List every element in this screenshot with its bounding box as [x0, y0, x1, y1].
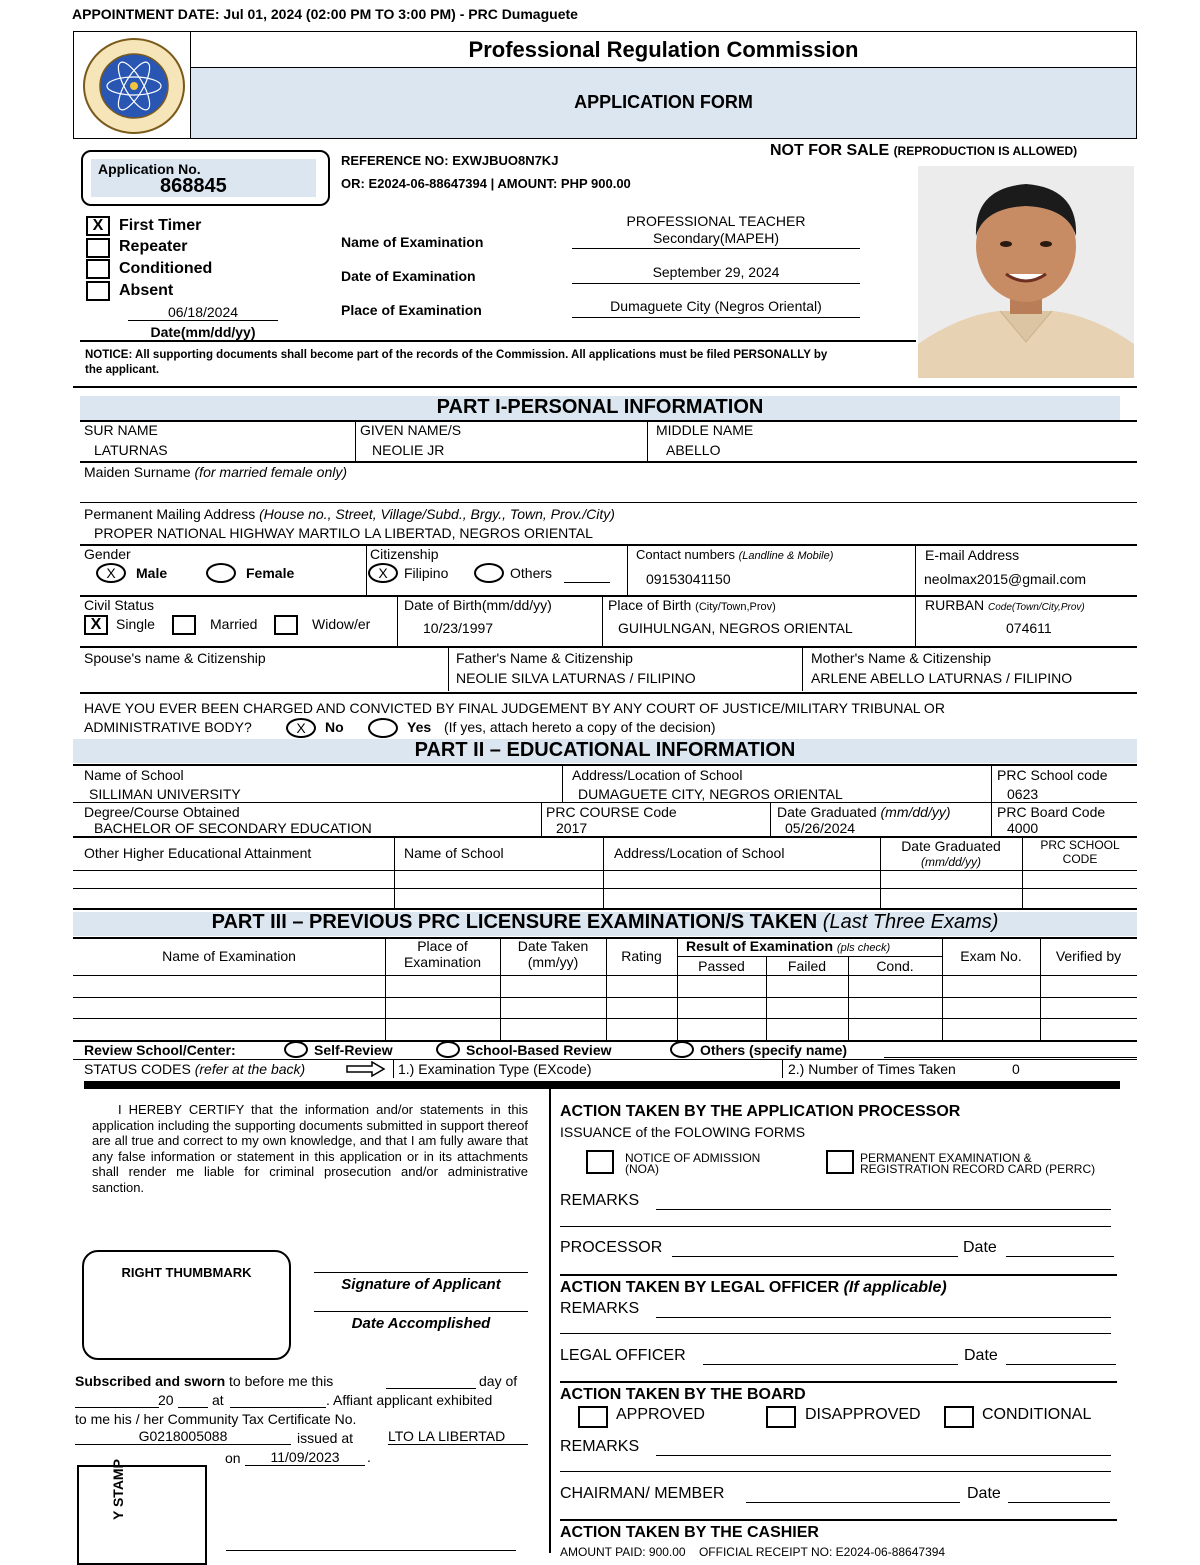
- form-title: APPLICATION FORM: [574, 92, 753, 112]
- contact-number: 09153041150: [646, 571, 731, 587]
- date-accomplished-label: Date Accomplished: [351, 1315, 491, 1332]
- single-checkbox[interactable]: X: [84, 615, 108, 635]
- sworn-line-1: Subscribed and sworn to before me this: [75, 1373, 334, 1389]
- exam-name: PROFESSIONAL TEACHER: [626, 213, 806, 229]
- processor-date-label: Date: [963, 1239, 997, 1256]
- org-name: Professional Regulation Commission: [468, 37, 859, 62]
- applicant-photo-icon: [918, 166, 1134, 378]
- charged-no-label: No: [325, 719, 344, 735]
- conditioned-checkbox[interactable]: [86, 259, 110, 279]
- signature-label: Signature of Applicant: [341, 1276, 501, 1293]
- part2-title: PART II – EDUCATIONAL INFORMATION: [414, 739, 796, 761]
- charged-question-2: ADMINISTRATIVE BODY?: [84, 719, 252, 735]
- board-date-label: Date: [967, 1485, 1001, 1502]
- noa-checkbox[interactable]: [586, 1150, 614, 1174]
- on-label: on: [225, 1450, 241, 1466]
- conditioned-label: Conditioned: [119, 260, 213, 277]
- board-code: 4000: [1007, 820, 1039, 836]
- citizenship-label: Citizenship: [370, 546, 439, 562]
- charged-yes-note: (If yes, attach hereto a copy of the decision): [444, 719, 716, 735]
- prc-seal-icon: [82, 37, 186, 135]
- contact-label: Contact numbers (Landline & Mobile): [636, 547, 834, 562]
- conditional-label: CONDITIONAL: [982, 1406, 1092, 1423]
- graduated-date: 05/26/2024: [785, 820, 856, 836]
- notice: NOTICE: All supporting documents shall become part of the records of the Commission. All applications must be filed PERSONALLY by the applicant.: [85, 349, 828, 376]
- processor-label: PROCESSOR: [560, 1239, 663, 1256]
- prev-exam-name-header: Name of Examination: [162, 948, 296, 964]
- reference-no: REFERENCE NO: EXWJBUO8N7KJ: [341, 153, 559, 168]
- others-review-radio[interactable]: [670, 1041, 694, 1058]
- first-timer-checkbox[interactable]: X: [86, 216, 110, 236]
- chairman-label: CHAIRMAN/ MEMBER: [560, 1485, 725, 1502]
- widow-checkbox[interactable]: [274, 615, 298, 635]
- other-school-code-header: PRC SCHOOL CODE: [1040, 838, 1120, 866]
- not-for-sale: NOT FOR SALE (REPRODUCTION IS ALLOWED): [770, 142, 1078, 159]
- processor-sub: ISSUANCE of the FOLOWING FORMS: [560, 1124, 806, 1140]
- application-no: 868845: [160, 175, 227, 197]
- prev-exam-verified-header: Verified by: [1055, 948, 1122, 964]
- arrow-right-icon: [346, 1061, 386, 1077]
- single-label: Single: [116, 616, 155, 632]
- part3-title: PART III – PREVIOUS PRC LICENSURE EXAMINATION/S TAKEN (Last Three Exams): [211, 911, 999, 933]
- board-remarks-label: REMARKS: [560, 1438, 640, 1455]
- others-radio[interactable]: [474, 563, 504, 583]
- graduated-label: Date Graduated (mm/dd/yy): [777, 804, 951, 820]
- exam-date: September 29, 2024: [572, 264, 860, 284]
- disapproved-label: DISAPPROVED: [805, 1406, 921, 1423]
- other-address-header: Address/Location of School: [614, 845, 785, 861]
- times-taken-label: 2.) Number of Times Taken: [788, 1061, 956, 1077]
- course-code: 2017: [556, 820, 588, 836]
- review-label: Review School/Center:: [84, 1042, 236, 1058]
- mother: ARLENE ABELLO LATURNAS / FILIPINO: [811, 670, 1073, 686]
- prev-exam-result-header: Result of Examination (pls check): [686, 938, 891, 954]
- ctc-number: G0218005088: [75, 1428, 291, 1445]
- school-code-label: PRC School code: [997, 767, 1108, 783]
- absent-label: Absent: [119, 282, 174, 299]
- dob: 10/23/1997: [423, 620, 494, 636]
- other-graduated-header: Date Graduated: [901, 838, 1001, 854]
- self-review-label: Self-Review: [314, 1042, 393, 1058]
- pob-label: Place of Birth (City/Town,Prov): [608, 597, 776, 613]
- conditional-checkbox[interactable]: [944, 1406, 974, 1428]
- application-no-label: Application No.: [98, 161, 201, 177]
- given-name: NEOLIE JR: [372, 442, 445, 458]
- degree-label: Degree/Course Obtained: [84, 804, 240, 820]
- sworn-at: at: [212, 1392, 224, 1408]
- other-school-header: Name of School: [404, 845, 504, 861]
- school-review-radio[interactable]: [436, 1041, 460, 1058]
- repeater-checkbox[interactable]: [86, 238, 110, 258]
- thumbmark-label: RIGHT THUMBMARK: [121, 1265, 252, 1280]
- charged-yes-radio[interactable]: [368, 718, 398, 738]
- first-timer-label: First Timer: [119, 217, 202, 234]
- rurban-label: RURBAN Code(Town/City,Prov): [925, 597, 1085, 613]
- others-label: Others: [510, 565, 553, 581]
- filipino-radio[interactable]: X: [368, 563, 398, 583]
- surname-label: SUR NAME: [84, 422, 158, 438]
- sworn-ctc-line: to me his / her Community Tax Certificate No.: [75, 1411, 357, 1427]
- prev-exam-failed-header: Failed: [787, 958, 827, 974]
- charged-question: HAVE YOU EVER BEEN CHARGED AND CONVICTED BY FINAL JUDGEMENT BY ANY COURT OF JUSTICE/MILITARY TRIBUNAL OR: [84, 700, 945, 716]
- prev-exam-cond-header: Cond.: [876, 958, 914, 974]
- father: NEOLIE SILVA LATURNAS / FILIPINO: [456, 670, 696, 686]
- approved-checkbox[interactable]: [578, 1406, 608, 1428]
- certification-text: I HEREBY CERTIFY that the information and/or statements in this application including the supporting documents submitted in support thereof are all true and correct to my own knowledge, and that I am fully aware that any false information or statement in this application or in its attachments shall render me liable for criminal prosecution and/or administrative sanction.: [92, 1102, 528, 1195]
- prev-exam-rating-header: Rating: [621, 948, 662, 964]
- civil-status-label: Civil Status: [84, 597, 155, 613]
- exam-name-label: Name of Examination: [341, 234, 484, 250]
- noa-label: NOTICE OF ADMISSION (NOA): [625, 1151, 761, 1176]
- dob-label: Date of Birth(mm/dd/yy): [404, 597, 552, 613]
- issued-at: LTO LA LIBERTAD: [388, 1428, 528, 1445]
- board-title: ACTION TAKEN BY THE BOARD: [560, 1386, 806, 1403]
- email-label: E-mail Address: [925, 547, 1020, 563]
- ctc-date: 11/09/2023: [245, 1449, 365, 1466]
- prev-exam-no-header: Exam No.: [960, 948, 1022, 964]
- exam-place: Dumaguete City (Negros Oriental): [572, 298, 860, 318]
- school-review-label: School-Based Review: [466, 1042, 612, 1058]
- others-review-label: Others (specify name): [700, 1042, 848, 1058]
- school-address: DUMAGUETE CITY, NEGROS ORIENTAL: [578, 786, 843, 802]
- sworn-affiant: . Affiant applicant exhibited: [326, 1392, 493, 1408]
- status-codes-label: STATUS CODES (refer at the back): [84, 1061, 306, 1077]
- surname: LATURNAS: [94, 442, 168, 458]
- middle-name-label: MIDDLE NAME: [656, 422, 754, 438]
- rurban-code: 074611: [1006, 620, 1052, 636]
- legal-remarks-label: REMARKS: [560, 1300, 640, 1317]
- disapproved-checkbox[interactable]: [766, 1406, 796, 1428]
- father-label: Father's Name & Citizenship: [456, 650, 633, 666]
- school-label: Name of School: [84, 767, 184, 783]
- part1-title: PART I-PERSONAL INFORMATION: [436, 396, 764, 418]
- stamp-label: Y STAMP: [110, 1459, 126, 1520]
- exam-name-sub: Secondary(MAPEH): [572, 230, 860, 249]
- spouse-label: Spouse's name & Citizenship: [84, 650, 266, 666]
- widow-label: Widow/er: [312, 616, 371, 632]
- board-code-label: PRC Board Code: [997, 804, 1106, 820]
- sworn-day-of: day of: [479, 1373, 518, 1389]
- stamp-box: [77, 1465, 207, 1565]
- legal-officer-label: LEGAL OFFICER: [560, 1347, 686, 1364]
- other-education-header: Other Higher Educational Attainment: [84, 845, 312, 861]
- female-radio[interactable]: [206, 563, 236, 583]
- pob: GUIHULNGAN, NEGROS ORIENTAL: [618, 620, 853, 636]
- charged-no-radio[interactable]: X: [286, 718, 316, 738]
- issued-label: issued at: [297, 1430, 354, 1446]
- mother-label: Mother's Name & Citizenship: [811, 650, 992, 666]
- prev-exam-place-header: Place of Examination: [403, 938, 482, 970]
- prev-exam-passed-header: Passed: [698, 958, 745, 974]
- self-review-radio[interactable]: [284, 1041, 308, 1058]
- processor-title: ACTION TAKEN BY THE APPLICATION PROCESSOR: [560, 1103, 961, 1120]
- perrc-checkbox[interactable]: [826, 1150, 854, 1174]
- exam-type-code: 1.) Examination Type (EXcode): [398, 1061, 592, 1077]
- given-name-label: GIVEN NAME/S: [360, 422, 462, 438]
- male-radio[interactable]: X: [96, 563, 126, 583]
- male-label: Male: [136, 565, 168, 581]
- exam-date-label: Date of Examination: [341, 268, 476, 284]
- cashier-line: AMOUNT PAID: 900.00 OFFICIAL RECEIPT NO: E2024-06-88647394: [560, 1545, 946, 1559]
- appointment-line: APPOINTMENT DATE: Jul 01, 2024 (02:00 PM TO 3:00 PM) - PRC Dumaguete: [72, 6, 578, 22]
- legal-title: ACTION TAKEN BY LEGAL OFFICER (If applicable): [560, 1279, 947, 1296]
- exam-place-label: Place of Examination: [341, 302, 482, 318]
- application-date: 06/18/2024: [128, 304, 278, 321]
- school-name: SILLIMAN UNIVERSITY: [89, 786, 241, 802]
- gender-label: Gender: [84, 546, 131, 562]
- married-label: Married: [210, 616, 258, 632]
- sworn-year: 20: [158, 1392, 174, 1408]
- filipino-label: Filipino: [404, 565, 449, 581]
- application-date-label: Date(mm/dd/yy): [150, 324, 256, 340]
- address: PROPER NATIONAL HIGHWAY MARTILO LA LIBERTAD, NEGROS ORIENTAL: [94, 525, 593, 541]
- other-graduated-note: (mm/dd/yy): [921, 855, 981, 869]
- repeater-label: Repeater: [119, 238, 188, 255]
- legal-date-label: Date: [964, 1347, 998, 1364]
- email: neolmax2015@gmail.com: [924, 571, 1087, 587]
- maiden-label: Maiden Surname (for married female only): [84, 464, 348, 480]
- charged-yes-label: Yes: [407, 719, 432, 735]
- school-code: 0623: [1007, 786, 1039, 802]
- approved-label: APPROVED: [616, 1406, 705, 1423]
- married-checkbox[interactable]: [172, 615, 196, 635]
- address-label: Permanent Mailing Address (House no., Street, Village/Subd., Brgy., Town, Prov./City): [84, 506, 615, 522]
- cashier-title: ACTION TAKEN BY THE CASHIER: [560, 1524, 819, 1541]
- times-taken: 0: [1012, 1061, 1020, 1077]
- female-label: Female: [246, 565, 295, 581]
- perrc-label: PERMANENT EXAMINATION & REGISTRATION RECORD CARD (PERRC): [860, 1151, 1096, 1176]
- school-address-label: Address/Location of School: [572, 767, 743, 783]
- middle-name: ABELLO: [666, 442, 721, 458]
- degree: BACHELOR OF SECONDARY EDUCATION: [94, 820, 372, 836]
- course-code-label: PRC COURSE Code: [546, 804, 677, 820]
- processor-remarks-label: REMARKS: [560, 1192, 640, 1209]
- prev-exam-date-header: Date Taken (mm/yy): [517, 938, 589, 970]
- or-amount: OR: E2024-06-88647394 | AMOUNT: PHP 900.00: [341, 176, 631, 191]
- absent-checkbox[interactable]: [86, 281, 110, 301]
